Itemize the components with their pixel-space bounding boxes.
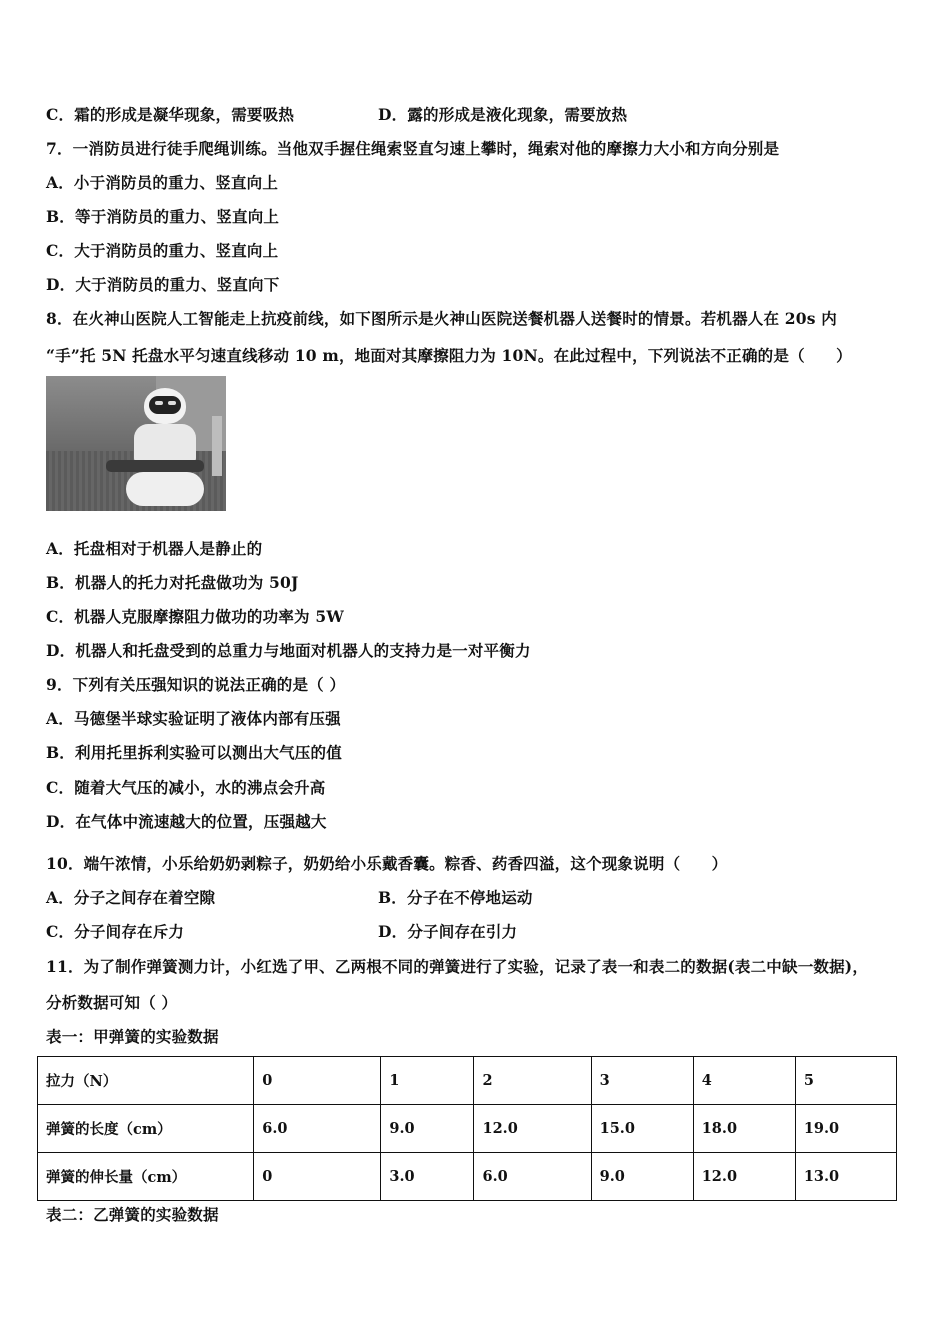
table-cell: 0: [254, 1057, 381, 1105]
q9-stem: 9．下列有关压强知识的说法正确的是（ ）: [46, 675, 346, 694]
table-cell: 6.0: [254, 1105, 381, 1153]
q8-option-a: A．托盘相对于机器人是静止的: [46, 539, 263, 558]
table-cell: 弹簧的长度（cm）: [38, 1105, 254, 1153]
table-cell: 9.0: [381, 1105, 474, 1153]
table-cell: 19.0: [795, 1105, 896, 1153]
q6-option-c: C．霜的形成是凝华现象，需要吸热: [46, 105, 295, 124]
table-cell: 拉力（N）: [38, 1057, 254, 1105]
table-cell: 12.0: [693, 1153, 795, 1201]
q7-option-a: A．小于消防员的重力、竖直向上: [46, 173, 279, 192]
table-cell: 3.0: [381, 1153, 474, 1201]
table1: [37, 1056, 897, 1201]
table-cell: 3: [591, 1057, 693, 1105]
q10-option-c: C．分子间存在斥力: [46, 922, 185, 941]
q9-option-b: B．利用托里拆利实验可以测出大气压的值: [46, 743, 342, 762]
q6-option-d: D．露的形成是液化现象，需要放热: [378, 105, 628, 124]
q7-option-b: B．等于消防员的重力、竖直向上: [46, 207, 280, 226]
q10-option-d: D．分子间存在引力: [378, 922, 518, 941]
table-cell: 1: [381, 1057, 474, 1105]
table-cell: 13.0: [795, 1153, 896, 1201]
q7-option-d: D．大于消防员的重力、竖直向下: [46, 275, 280, 294]
q9-option-d: D．在气体中流速越大的位置，压强越大: [46, 812, 327, 831]
table-cell: 2: [474, 1057, 591, 1105]
q8-option-b: B．机器人的托力对托盘做功为 50J: [46, 573, 299, 592]
table-cell: 0: [254, 1153, 381, 1201]
table-cell: 12.0: [474, 1105, 591, 1153]
table-cell: 4: [693, 1057, 795, 1105]
q10-stem: 10．端午浓情，小乐给奶奶剥粽子，奶奶给小乐戴香囊。粽香、药香四溢，这个现象说明（ ）: [46, 854, 728, 873]
q10-option-a: A．分子之间存在着空隙: [46, 888, 216, 907]
table-cell: 9.0: [591, 1153, 693, 1201]
q7-stem: 7．一消防员进行徒手爬绳训练。当他双手握住绳索竖直匀速上攀时，绳索对他的摩擦力大小和方向分别是: [46, 139, 780, 158]
table-cell: 弹簧的伸长量（cm）: [38, 1153, 254, 1201]
table-cell: 15.0: [591, 1105, 693, 1153]
table-row: [38, 1153, 897, 1201]
table-cell: 6.0: [474, 1153, 591, 1201]
q8-stem-line2: “手”托 5N 托盘水平匀速直线移动 10 m，地面对其摩擦阻力为 10N。在此过程中，下列说法不正确的是（ ）: [46, 346, 852, 365]
q9-option-a: A．马德堡半球实验证明了液体内部有压强: [46, 709, 341, 728]
table1-title: 表一：甲弹簧的实验数据: [46, 1027, 219, 1046]
table-row: [38, 1057, 897, 1105]
table-cell: 18.0: [693, 1105, 795, 1153]
q10-option-b: B．分子在不停地运动: [378, 888, 533, 907]
table-row: [38, 1105, 897, 1153]
table2-title: 表二：乙弹簧的实验数据: [46, 1205, 219, 1224]
q8-stem-line1: 8．在火神山医院人工智能走上抗疫前线，如下图所示是火神山医院送餐机器人送餐时的情景。若机器人在 20s 内: [46, 309, 837, 328]
q9-option-c: C．随着大气压的减小，水的沸点会升高: [46, 778, 326, 797]
q8-option-d: D．机器人和托盘受到的总重力与地面对机器人的支持力是一对平衡力: [46, 641, 531, 660]
q11-stem-line2: 分析数据可知（ ）: [46, 993, 178, 1012]
q11-stem-line1: 11．为了制作弹簧测力计，小红选了甲、乙两根不同的弹簧进行了实验，记录了表一和表二的数据(表二中缺一数据)，: [46, 957, 869, 976]
q7-option-c: C．大于消防员的重力、竖直向上: [46, 241, 279, 260]
table-cell: 5: [795, 1057, 896, 1105]
robot-photo: [46, 376, 226, 511]
q8-option-c: C．机器人克服摩擦阻力做功的功率为 5W: [46, 607, 344, 626]
